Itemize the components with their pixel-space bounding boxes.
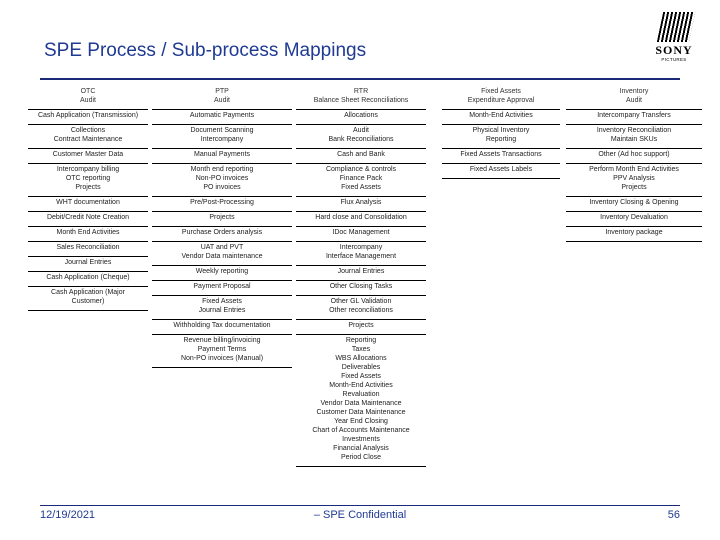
logo-stripes-icon [657, 12, 695, 42]
footer-confidential: – SPE Confidential [313, 509, 407, 521]
table-cell [28, 164, 148, 197]
cell-line: Inventory package [605, 229, 663, 236]
cell-line: Month End Activities [56, 229, 120, 236]
cell-line: Intercompany billing [56, 166, 120, 173]
footer-date: 12/19/2021 [40, 509, 96, 521]
cell-line: Month end reporting [190, 166, 254, 173]
cell-line: Document Scanning [190, 127, 254, 134]
table-cell [566, 227, 702, 242]
table-cell [296, 110, 426, 125]
table-cell [28, 227, 148, 242]
header-line: OTC [80, 88, 96, 95]
cell-line: Debit/Credit Note Creation [46, 214, 130, 221]
table-cell [442, 125, 560, 149]
table-cell [296, 227, 426, 242]
table-cell [28, 242, 148, 257]
header-line: Audit [80, 97, 96, 104]
cell-line: Sales Reconciliation [56, 244, 120, 251]
cell-line: Intercompany [200, 136, 244, 143]
table-cell [296, 266, 426, 281]
cell-line: Inventory Devaluation [600, 214, 668, 221]
table-cell [152, 281, 292, 296]
header-line: Expenditure Approval [467, 97, 535, 104]
cell-line: Intercompany Transfers [597, 112, 671, 119]
table-cell [152, 164, 292, 197]
cell-line: Fixed Assets [341, 373, 381, 380]
table-cell [152, 242, 292, 266]
cell-line: Cash and Bank [337, 151, 385, 158]
table-cell [296, 281, 426, 296]
table-cell [152, 320, 292, 335]
cell-line: PPV Analysis [613, 175, 655, 182]
cell-line: Customer Data Maintenance [316, 409, 406, 416]
cell-line: Fixed Assets [202, 298, 242, 305]
header-line: Audit [214, 97, 230, 104]
table-cell [152, 125, 292, 149]
cell-line: Withholding Tax documentation [173, 322, 271, 329]
column-header [152, 87, 292, 110]
column-header [566, 87, 702, 110]
cell-line: Reporting [485, 136, 517, 143]
cell-line: Deliverables [341, 364, 381, 371]
cell-line: Perform Month End Activities [589, 166, 679, 173]
cell-line: Year End Closing [334, 418, 388, 425]
cell-line: Other (Ad hoc support) [598, 151, 670, 158]
table-cell [152, 335, 292, 368]
cell-line: Bank Reconciliations [328, 136, 394, 143]
cell-line: Month-End Activities [329, 382, 393, 389]
cell-line: Cash Application (Transmission) [37, 112, 139, 119]
cell-line: Fixed Assets [341, 184, 381, 191]
cell-line: Intercompany [339, 244, 383, 251]
cell-line: Vendor Data maintenance [181, 253, 263, 260]
cell-line: Other GL Validation [330, 298, 392, 305]
table-cell [296, 335, 426, 467]
table-cell [566, 149, 702, 164]
header-line: Inventory [619, 88, 649, 95]
column-header [296, 87, 426, 110]
table-cell [566, 125, 702, 149]
table-cell [566, 110, 702, 125]
cell-line: Collections [70, 127, 106, 134]
cell-line: Pre/Post-Processing [190, 199, 254, 206]
cell-line: Manual Payments [193, 151, 251, 158]
cell-line: Payment Terms [197, 346, 247, 353]
column-header [28, 87, 148, 110]
cell-line: Journal Entries [64, 259, 112, 266]
table-cell [442, 110, 560, 125]
cell-line: Compliance & controls [325, 166, 397, 173]
table-cell [296, 242, 426, 266]
table-cell [152, 197, 292, 212]
sony-pictures-logo [650, 12, 698, 68]
header-line: PTP [215, 88, 229, 95]
table-cell [296, 149, 426, 164]
logo-word: SONY [655, 43, 693, 57]
cell-line: Customer) [71, 298, 105, 305]
table-cell [566, 212, 702, 227]
cell-line: Vendor Data Maintenance [320, 400, 402, 407]
cell-line: Payment Proposal [193, 283, 251, 290]
column-5 [566, 87, 702, 242]
cell-line: Fixed Assets Labels [469, 166, 533, 173]
title-divider [40, 78, 680, 80]
cell-line: Non-PO invoices (Manual) [180, 355, 264, 362]
table-cell [442, 149, 560, 164]
cell-line: Non-PO invoices [195, 175, 249, 182]
table-cell [296, 164, 426, 197]
table-cell [28, 212, 148, 227]
cell-line: WHT documentation [56, 199, 120, 206]
column-3 [296, 87, 426, 467]
table-cell [296, 320, 426, 335]
cell-line: Other Closing Tasks [329, 283, 393, 290]
table-cell [152, 212, 292, 227]
cell-line: Cash Application (Major [51, 289, 125, 296]
cell-line: Inventory Reconciliation [596, 127, 672, 134]
footer-divider [40, 505, 680, 506]
cell-line: Month-End Activities [469, 112, 533, 119]
cell-line: Automatic Payments [189, 112, 255, 119]
cell-line: Physical Inventory [472, 127, 530, 134]
cell-line: Cash Application (Cheque) [46, 274, 130, 281]
table-cell [152, 149, 292, 164]
table-cell [28, 197, 148, 212]
cell-line: Projects [348, 322, 374, 329]
table-cell [28, 257, 148, 272]
cell-line: Projects [209, 214, 235, 221]
cell-line: Taxes [351, 346, 371, 353]
cell-line: PO invoices [203, 184, 241, 191]
table-cell [28, 110, 148, 125]
table-cell [28, 287, 148, 311]
cell-line: Finance Pack [339, 175, 383, 182]
cell-line: Audit [353, 127, 369, 134]
cell-line: Revenue billing/invoicing [183, 337, 261, 344]
cell-line: Purchase Orders analysis [181, 229, 263, 236]
table-cell [566, 164, 702, 197]
cell-line: Projects [75, 184, 101, 191]
cell-line: Financial Analysis [333, 445, 389, 452]
cell-line: Inventory Closing & Opening [589, 199, 679, 206]
table-cell [28, 149, 148, 164]
page-title: SPE Process / Sub-process Mappings [44, 40, 367, 61]
table-cell [28, 272, 148, 287]
cell-line: Interface Management [325, 253, 397, 260]
table-cell [566, 197, 702, 212]
cell-line: Maintain SKUs [610, 136, 658, 143]
table-cell [296, 296, 426, 320]
table-cell [152, 266, 292, 281]
table-cell [152, 296, 292, 320]
cell-line: Fixed Assets Transactions [460, 151, 542, 158]
cell-line: Journal Entries [198, 307, 246, 314]
table-cell [296, 125, 426, 149]
cell-line: Projects [621, 184, 647, 191]
table-cell [442, 164, 560, 179]
header-line: Balance Sheet Reconciliations [313, 97, 409, 104]
table-cell [28, 125, 148, 149]
cell-line: WBS Allocations [335, 355, 387, 362]
footer-page-number: 56 [667, 509, 680, 521]
column-2 [152, 87, 292, 368]
header-line: RTR [353, 88, 369, 95]
cell-line: Contract Maintenance [53, 136, 123, 143]
cell-line: Investments [342, 436, 380, 443]
table-cell [296, 197, 426, 212]
table-cell [152, 227, 292, 242]
cell-line: Hard close and Consolidation [315, 214, 407, 221]
logo-subword: PICTURES [661, 57, 687, 62]
cell-line: Period Close [340, 454, 382, 461]
cell-line: Customer Master Data [52, 151, 124, 158]
header-line: Fixed Assets [481, 88, 521, 95]
cell-line: UAT and PVT [200, 244, 244, 251]
cell-line: Flux Analysis [340, 199, 382, 206]
cell-line: Revaluation [342, 391, 380, 398]
cell-line: OTC reporting [65, 175, 111, 182]
table-cell [296, 212, 426, 227]
cell-line: Reporting [345, 337, 377, 344]
cell-line: Weekly reporting [195, 268, 249, 275]
cell-line: Journal Entries [337, 268, 385, 275]
cell-line: Allocations [344, 112, 378, 119]
table-cell [152, 110, 292, 125]
cell-line: Other reconciliations [329, 307, 393, 314]
column-1 [28, 87, 148, 311]
column-header [442, 87, 560, 110]
column-4 [442, 87, 560, 179]
cell-line: IDoc Management [332, 229, 390, 236]
cell-line: Chart of Accounts Maintenance [312, 427, 410, 434]
header-line: Audit [626, 97, 642, 104]
